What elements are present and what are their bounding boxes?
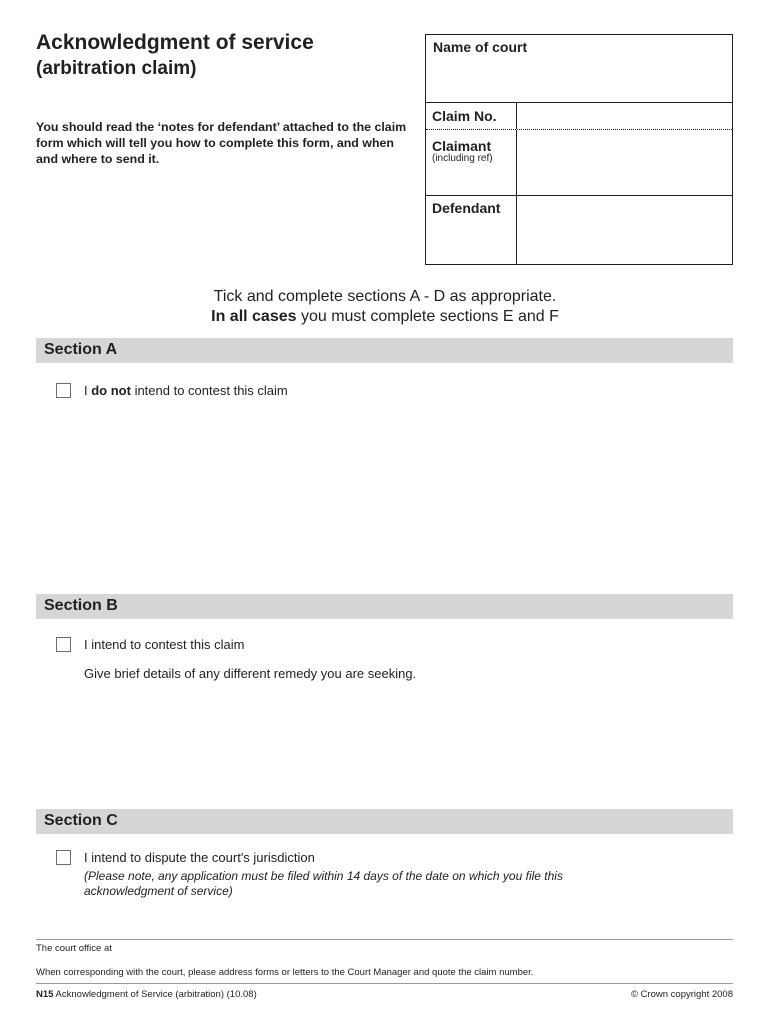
section-c-note: (Please note, any application must be filed within 14 days of the date on which you file this acknowledgment of service)	[84, 869, 563, 898]
section-a-header	[36, 338, 733, 363]
claimant-label-cell	[426, 130, 517, 195]
section-a-label-pre: I	[84, 383, 92, 398]
claim-no-label-cell	[426, 102, 517, 129]
section-c-checkbox[interactable]	[56, 850, 71, 865]
section-b-checkbox[interactable]	[56, 637, 71, 652]
parties-table	[425, 102, 733, 265]
form-subtitle: (arbitration claim)	[36, 58, 197, 79]
footer-divider-bottom	[36, 983, 733, 984]
section-c-header	[36, 809, 733, 834]
instructions	[0, 287, 770, 327]
section-a-checkbox-label	[84, 383, 288, 399]
form-code: N15	[36, 989, 54, 1000]
claimant-sublabel: (including ref)	[432, 153, 493, 164]
section-a-title: Section A	[44, 341, 118, 358]
section-b-remedy-prompt: Give brief details of any different remedy you are seeking.	[84, 666, 417, 681]
intro-text: You should read the ‘notes for defendant’ attached to the claim form which will tell you how to complete this form, and when and where to send it.	[36, 120, 407, 166]
form-name: Acknowledgment of Service (arbitration) (10.08)	[53, 989, 257, 1000]
claim-no-row	[426, 102, 732, 130]
claimant-label: Claimant	[432, 138, 492, 154]
defendant-field[interactable]	[518, 196, 732, 265]
name-of-court-field[interactable]	[425, 34, 733, 103]
instructions-line-2	[0, 307, 770, 327]
defendant-label: Defendant	[432, 200, 501, 216]
instructions-line-1: Tick and complete sections A - D as appropriate.	[213, 288, 557, 305]
claimant-field[interactable]	[518, 130, 732, 195]
section-a-checkbox[interactable]	[56, 383, 71, 398]
footer-divider-top	[36, 939, 733, 940]
section-b-remedy-field[interactable]	[84, 686, 733, 796]
defendant-label-cell	[426, 196, 517, 265]
claim-no-label: Claim No.	[432, 108, 497, 124]
section-c-title: Section C	[44, 812, 118, 829]
copyright-text: © Crown copyright 2008	[630, 989, 733, 1000]
claim-no-field[interactable]	[518, 102, 732, 129]
section-a-label-post: intend to contest this claim	[130, 383, 288, 398]
instructions-bold: In all cases	[211, 308, 297, 325]
court-office-text: The court office at	[36, 943, 112, 954]
form-title: Acknowledgment of service	[36, 31, 314, 54]
defendant-row	[426, 196, 732, 265]
section-c-checkbox-label: I intend to dispute the court's jurisdiction	[84, 850, 315, 865]
name-of-court-label: Name of court	[433, 39, 528, 55]
section-b-title: Section B	[44, 597, 118, 614]
correspondence-text: When corresponding with the court, please address forms or letters to the Court Manager and quote the claim number.	[36, 967, 534, 978]
claimant-row	[426, 130, 732, 196]
instructions-rest: you must complete sections E and F	[296, 308, 559, 325]
form-reference	[36, 989, 257, 1001]
section-b-checkbox-label: I intend to contest this claim	[84, 637, 245, 652]
section-a-label-bold: do not	[91, 383, 131, 398]
section-b-header	[36, 594, 733, 619]
